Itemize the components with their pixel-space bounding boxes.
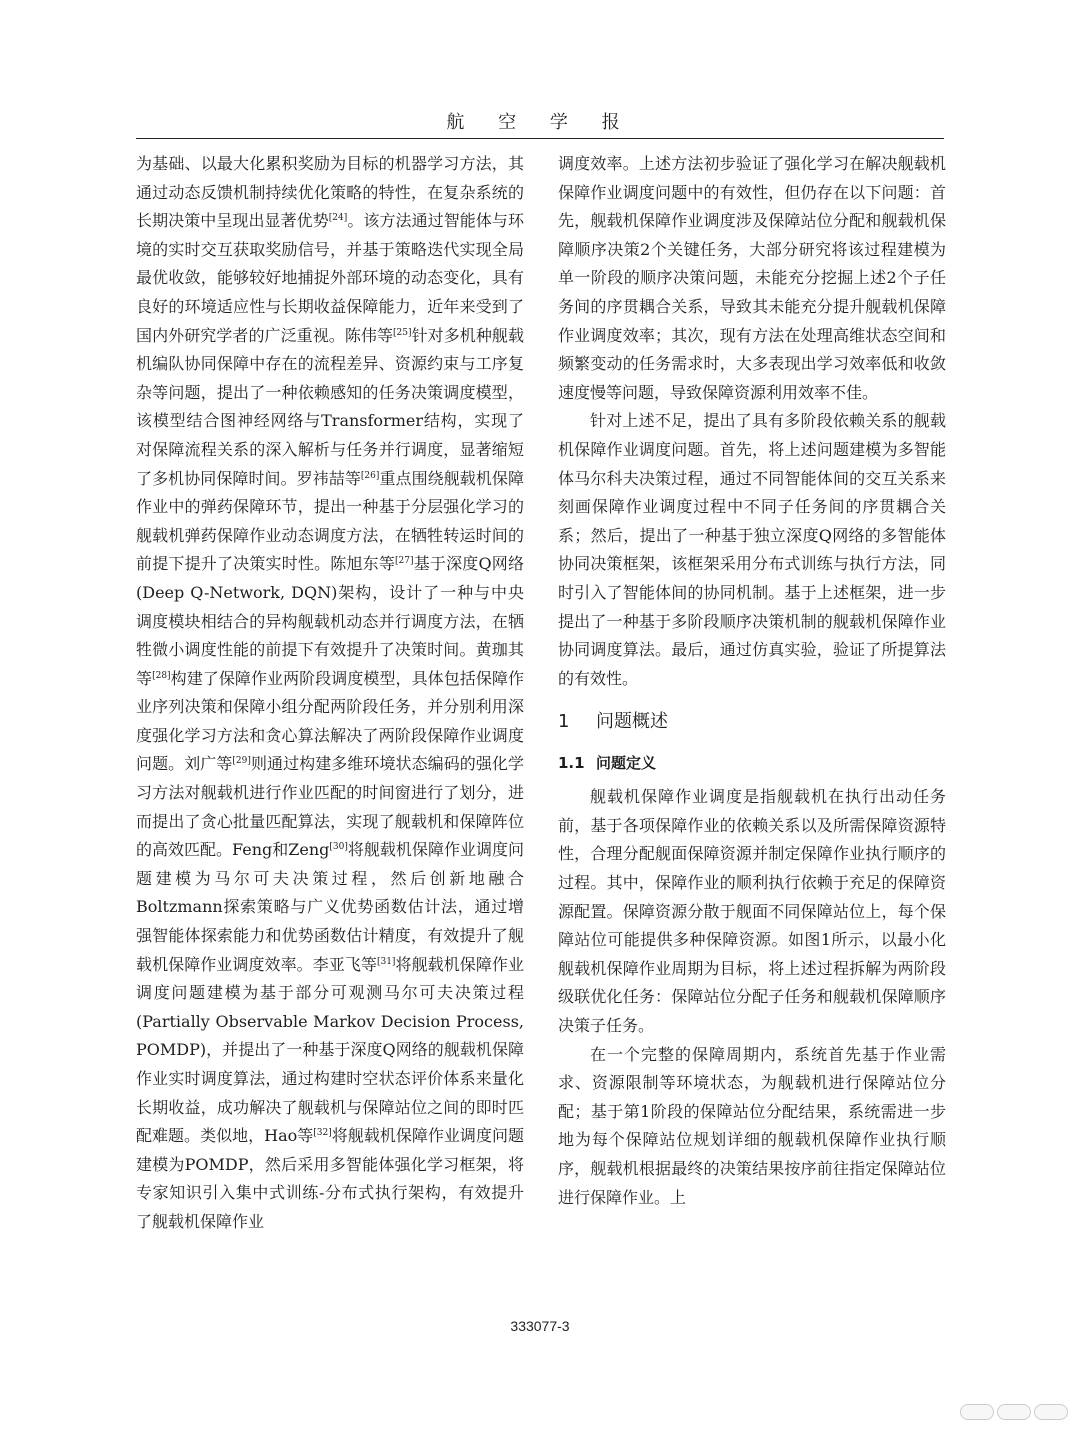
subsection-number: 1.1 [558,754,585,773]
text-run: 为基础、以最大化累积奖励为目标的机器学习方法，其通过动态反馈机制持续优化策略的特性，在复杂系统的长期决策中呈现出显著优势 [136,154,524,231]
paragraph: 在一个完整的保障周期内，系统首先基于作业需求、资源限制等环境状态，为舰载机进行保障站位分配；基于第1阶段的保障站位分配结果，系统需进一步地为每个保障站位规划详细的舰载机保障作业执行顺序，舰载机根据最终的决策结果按序前往指定保障站位进行保障作业。上 [558,1044,946,1207]
citation[interactable]: [26] [360,470,380,481]
watermark-mark-icon [1034,1404,1068,1420]
text-run: 构建了保障作业两阶段调度模型，具体包括保障作业序列决策和保障小组分配两阶段任务，并分别利用深度强化学习方法和贪心算法解决了两阶段保障作业调度问题。刘广等 [136,668,524,774]
journal-header: 航 空 学 报 [446,112,634,133]
paragraph: 调度效率。上述方法初步验证了强化学习在解决舰载机保障作业调度问题中的有效性，但仍存在以下问题：首先，舰载机保障作业调度涉及保障站位分配和舰载机保障顺序决策2个关键任务，大部分研究将该过程建模为单一阶段的顺序决策问题，未能充分挖掘上述2个子任务间的序贯耦合关系，导致其未能充分提升舰载机保障作业调度效率；其次，现有方法在处理高维状态空间和频繁变动的任务需求时，大多表现出学习效率低和收敛速度慢等问题，导致保障资源利用效率不佳。 [558,154,946,402]
text-run: 则通过构建多维环境状态编码的强化学习方法对舰载机进行作业匹配的时间窗进行了划分，进而提出了贪心批量匹配算法，实现了舰载机和保障阵位的高效匹配。Feng和Zeng [136,754,524,860]
section-title: 问题概述 [596,711,668,733]
right-column [558,150,946,1212]
header-rule [136,138,944,139]
text-run: 将舰载机保障作业调度问题建模为基于部分可观测马尔可夫决策过程(Partially Observable Markov Decision Process, POMDP)，并提出了一种基于深度Q网络的舰载机保障作业实时调度算法，通过构建时空状态评价体系来量化长期收益，成功解决了舰载机与保障站位之间的即时匹配难题。类似地，Hao等 [136,954,524,1146]
watermark-logo [960,1404,1068,1420]
text-run: 基于深度Q网络(Deep Q-Network, DQN)架构，设计了一种与中央调度模块相结合的异构舰载机动态并行调度方法，在牺牲微小调度性能的前提下有效提升了决策时间。黄珈其等 [136,554,524,688]
citation[interactable]: [28] [152,670,171,681]
left-column [136,150,524,1237]
watermark-mark-icon [960,1404,994,1420]
text-run: 将舰载机保障作业调度问题建模为马尔可夫决策过程，然后创新地融合Boltzmann探索策略与广义优势函数估计法，通过增强智能体探索能力和优势函数估计精度，有效提升了舰载机保障作业调度效率。李亚飞等 [136,840,524,974]
section-number: 1 [558,711,570,733]
section-heading [558,707,946,737]
text-run: 针对多机种舰载机编队协同保障中存在的流程差异、资源约束与工序复杂等问题，提出了一种依赖感知的任务决策调度模型，该模型结合图神经网络与Transformer结构，实现了对保障流程关系的深入解析与任务并行调度，显著缩短了多机协同保障时间。罗祎喆等 [136,325,524,488]
citation[interactable]: [30] [329,842,348,853]
paragraph [136,150,524,1237]
citation[interactable]: [25] [393,327,412,338]
watermark-mark-icon [997,1404,1031,1420]
text-run: 重点围绕舰载机保障作业中的弹药保障环节，提出一种基于分层强化学习的舰载机弹药保障作业动态调度方法，在牺牲转运时间的前提下提升了决策实时性。陈旭东等 [136,468,524,574]
paragraph: 针对上述不足，提出了具有多阶段依赖关系的舰载机保障作业调度问题。首先，将上述问题建模为多智能体马尔科夫决策过程，通过不同智能体间的交互关系来刻画保障作业调度过程中不同子任务间的序贯耦合关系；然后，提出了一种基于独立深度Q网络的多智能体协同决策框架，该框架采用分布式训练与执行方法，同时引入了智能体间的协同机制。基于上述框架，进一步提出了一种基于多阶段顺序决策机制的舰载机保障作业协同调度算法。最后，通过仿真实验，验证了所提算法的有效性。 [558,411,946,688]
text-run: 。该方法通过智能体与环境的实时交互获取奖励信号，并基于策略迭代实现全局最优收敛，能够较好地捕捉外部环境的动态变化，具有良好的环境适应性与长期收益保障能力，近年来受到了国内外研究学者的广泛重视。陈伟等 [136,211,524,345]
citation[interactable]: [27] [395,556,414,567]
citation[interactable]: [32] [313,1128,332,1139]
citation[interactable]: [24] [328,213,348,224]
citation[interactable]: [31] [376,956,396,967]
citation[interactable]: [29] [232,756,251,767]
text-run: 将舰载机保障作业调度问题建模为POMDP，然后采用多智能体强化学习框架，将专家知识引入集中式训练-分布式执行架构，有效提升了舰载机保障作业 [136,1126,524,1231]
page-number: 333077-3 [510,1318,570,1334]
paragraph: 舰载机保障作业调度是指舰载机在执行出动任务前，基于各项保障作业的依赖关系以及所需保障资源特性，合理分配舰面保障资源并制定保障作业执行顺序的过程。其中，保障作业的顺利执行依赖于充足的保障资源配置。保障资源分散于舰面不同保障站位上，每个保障站位可能提供多种保障资源。如图1所示，以最小化舰载机保障作业周期为目标，将上述过程拆解为两阶段级联优化任务：保障站位分配子任务和舰载机保障顺序决策子任务。 [558,787,946,1036]
subsection-title: 问题定义 [596,754,657,773]
subsection-heading [558,749,946,777]
